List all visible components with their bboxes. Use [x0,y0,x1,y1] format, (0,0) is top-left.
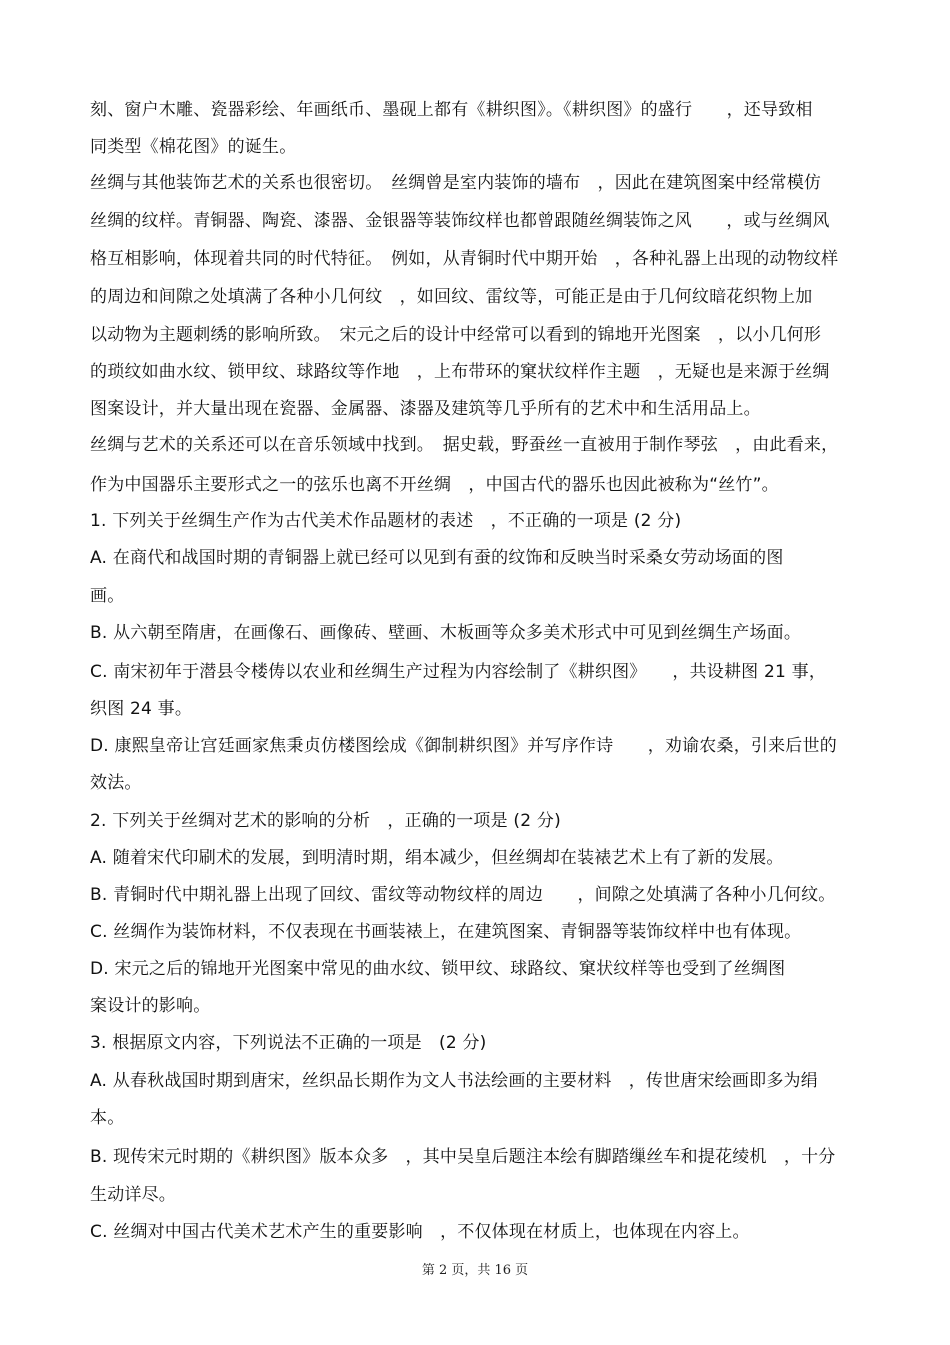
text-line: 图案设计，并大量出现在瓷器、金属器、漆器及建筑等几乎所有的艺术中和生活用品上。 [90,399,761,419]
option-text: A. 从春秋战国时期到唐宋，丝织品长期作为文人书法绘画的主要材料 ，传世唐宋绘画即多为绢 [90,1071,818,1091]
text-line: 同类型《棉花图》的诞生。 [90,137,297,157]
option-text: 生动详尽。 [90,1185,176,1205]
page-number-footer: 第 2 页，共 16 页 [421,1263,529,1278]
option-text: B. 现传宋元时期的《耕织图》版本众多 ，其中吴皇后题注本绘有脚踏缫丝车和提花绫机 ，十分 [90,1147,836,1167]
option-text: B. 从六朝至隋唐，在画像石、画像砖、壁画、木板画等众多美术形式中可见到丝绸生产场面。 [90,623,802,643]
text-line: 作为中国器乐主要形式之一的弦乐也离不开丝绸 ，中国古代的器乐也因此被称为“丝竹”。 [90,475,779,495]
option-text: C. 南宋初年于潜县令楼俦以农业和丝绸生产过程为内容绘制了《耕织图》 ，共设耕图 21 事， [90,662,827,682]
option-text: 本。 [90,1108,125,1128]
text-line: 的琐纹如曲水纹、锁甲纹、球路纹等作地 ，上布带环的窠状纹样作主题 ，无疑也是来源于丝绸 [90,362,830,382]
option-text: C. 丝绸作为装饰材料，不仅表现在书画装裱上，在建筑图案、青铜器等装饰纹样中也有体现。 [90,922,802,942]
option-text: C. 丝绸对中国古代美术艺术产生的重要影响 ，不仅体现在材质上，也体现在内容上。 [90,1222,750,1242]
question-3-stem: 3. 根据原文内容，下列说法不正确的一项是 (2 分) [90,1033,487,1053]
option-text: A. 随着宋代印刷术的发展，到明清时期，绢本减少，但丝绸却在装裱艺术上有了新的发展。 [90,848,784,868]
text-line: 丝绸的纹样。青铜器、陶瓷、漆器、金银器等装饰纹样也都曾跟随丝绸装饰之风 ，或与丝绸风 [90,211,830,231]
option-text: A. 在商代和战国时期的青铜器上就已经可以见到有蚕的纹饰和反映当时采桑女劳动场面的图 [90,548,784,568]
option-text: 案设计的影响。 [90,996,211,1016]
question-1-stem: 1. 下列关于丝绸生产作为古代美术作品题材的表述 ，不正确的一项是 (2 分) [90,511,682,531]
option-text: D. 康熙皇帝让宫廷画家焦秉贞仿楼图绘成《御制耕织图》并写序作诗 ，劝谕农桑，引来后世的 [90,736,837,756]
option-text: 效法。 [90,773,142,793]
text-line: 丝绸与其他装饰艺术的关系也很密切。 丝绸曾是室内装饰的墙布 ，因此在建筑图案中经常模仿 [90,173,822,193]
text-line: 格互相影响，体现着共同的时代特征。 例如，从青铜时代中期开始 ，各种礼器上出现的动物纹样 [90,249,839,269]
option-text: 画。 [90,586,125,606]
option-text: B. 青铜时代中期礼器上出现了回纹、雷纹等动物纹样的周边 ，间隙之处填满了各种小几何纹。 [90,885,836,905]
text-line: 的周边和间隙之处填满了各种小几何纹 ，如回纹、雷纹等，可能正是由于几何纹暗花织物上加 [90,287,813,307]
question-2-stem: 2. 下列关于丝绸对艺术的影响的分析 ，正确的一项是 (2 分) [90,811,561,831]
text-line: 丝绸与艺术的关系还可以在音乐领域中找到。 据史载，野蚕丝一直被用于制作琴弦 ，由此看来， [90,435,839,455]
option-text: 织图 24 事。 [90,699,193,719]
text-line: 刻、窗户木雕、瓷器彩绘、年画纸币、墨砚上都有《耕织图》。《耕织图》的盛行 ，还导致相 [90,100,813,120]
text-line: 以动物为主题刺绣的影响所致。 宋元之后的设计中经常可以看到的锦地开光图案 ，以小几何形 [90,325,822,345]
option-text: D. 宋元之后的锦地开光图案中常见的曲水纹、锁甲纹、球路纹、窠状纹样等也受到了丝绸图 [90,959,786,979]
